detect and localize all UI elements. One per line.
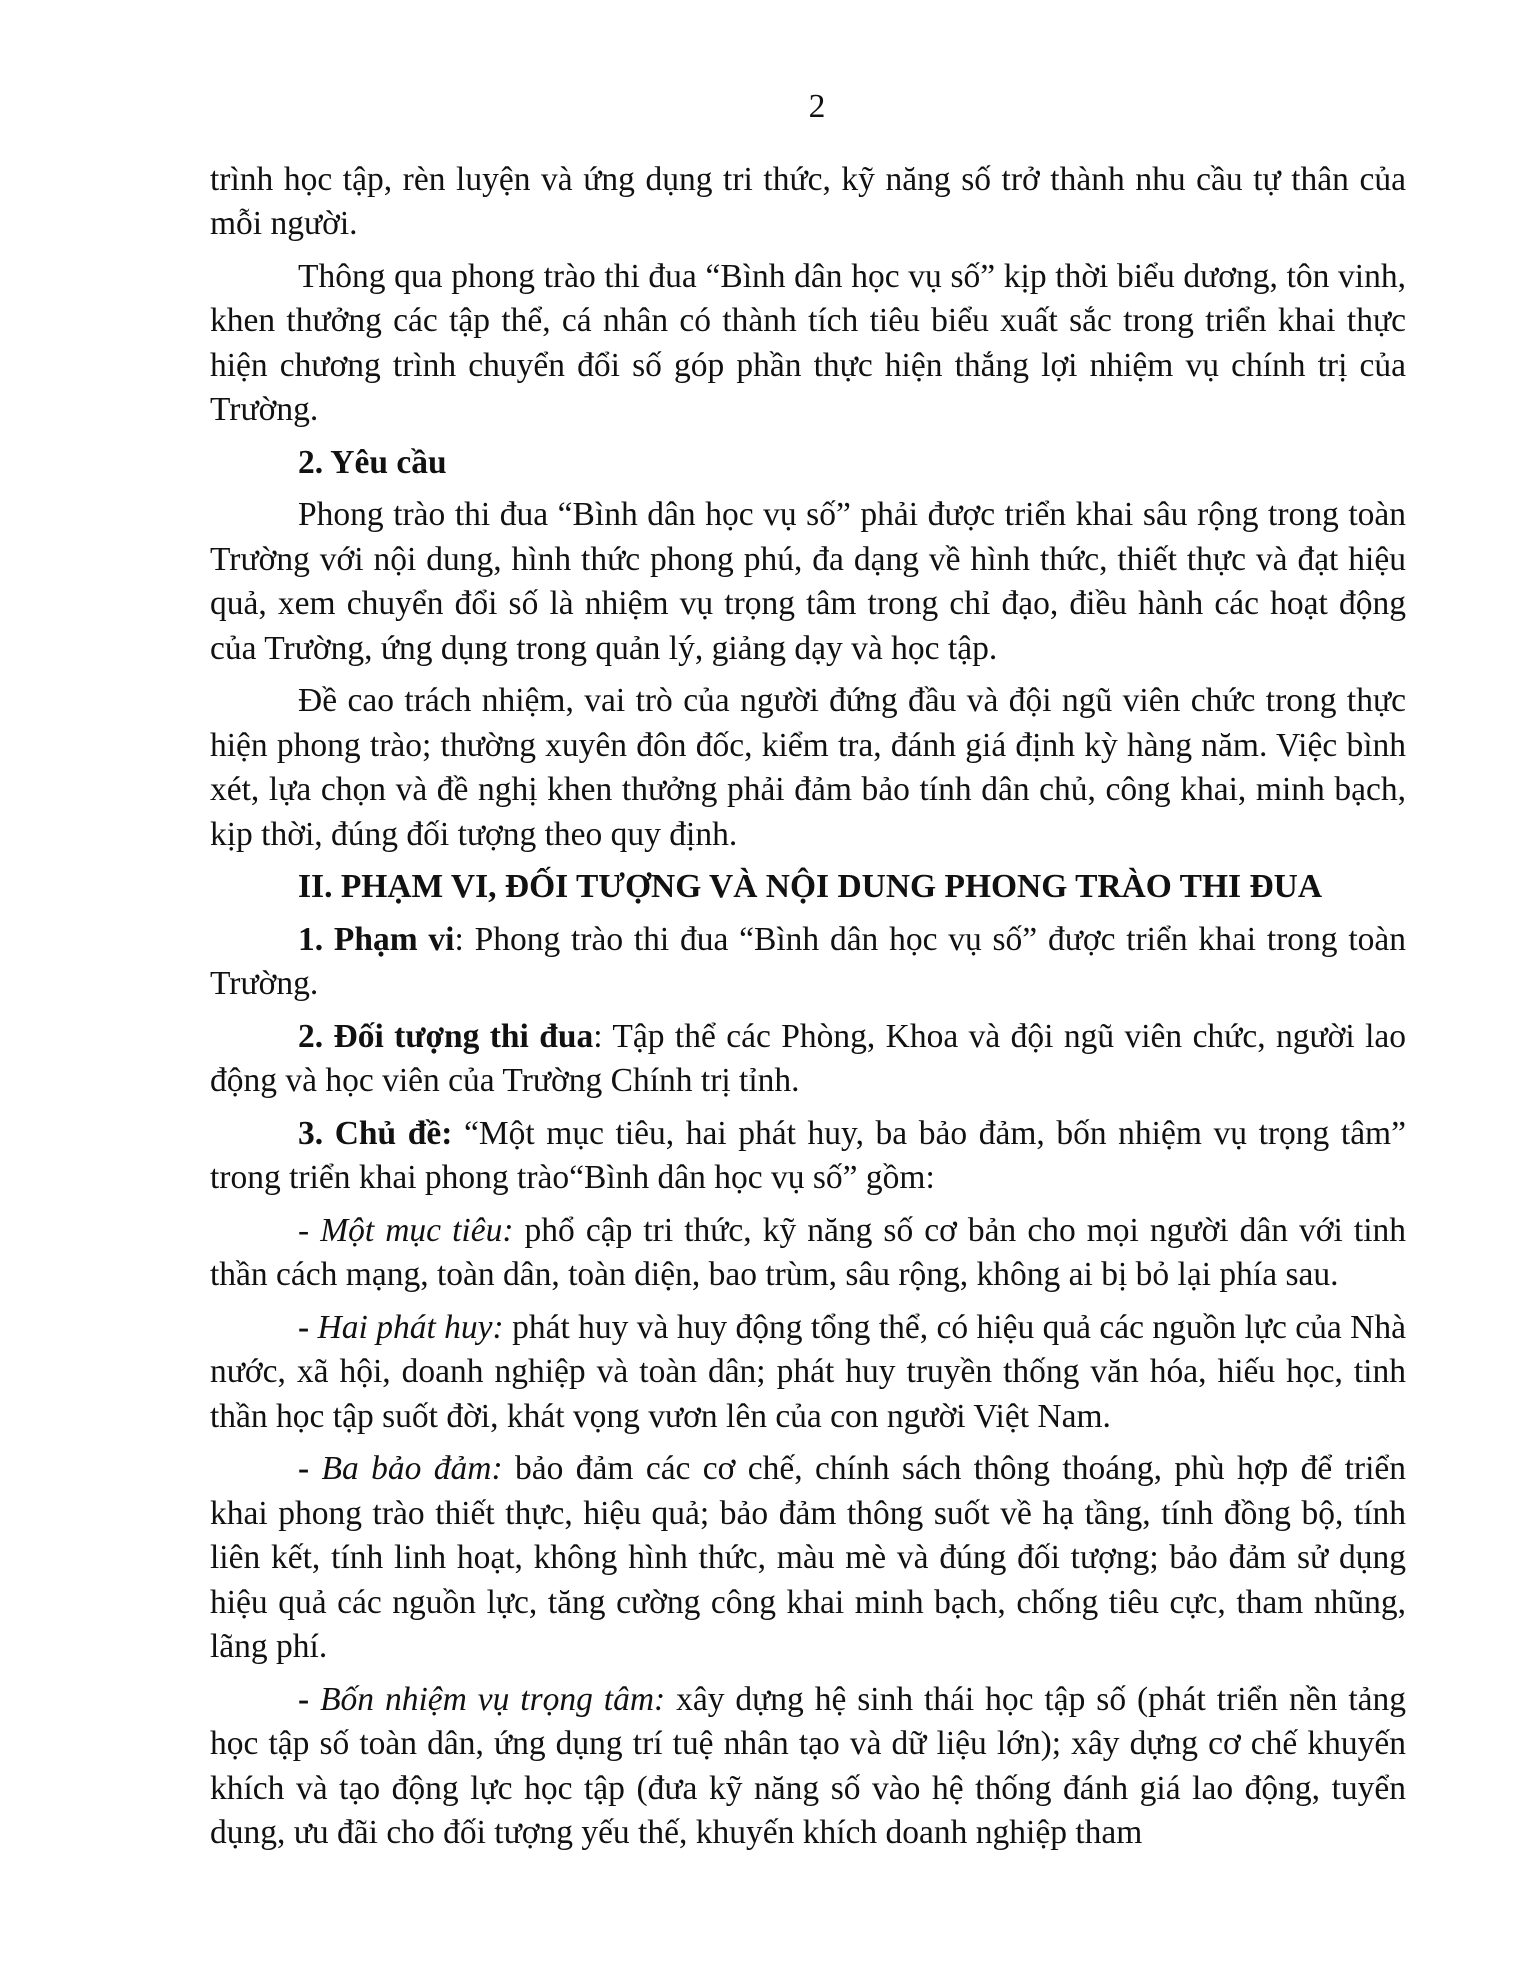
section-heading-scope: II. PHẠM VI, ĐỐI TƯỢNG VÀ NỘI DUNG PHONG TRÀO THI ĐUA — [298, 868, 1323, 905]
scope-label: 1. Phạm vi — [298, 920, 455, 958]
one-goal-text: phổ cập tri thức, kỹ năng số cơ bản cho mọi người dân với tinh thần cách mạng, toàn dân, toàn diện, bao trùm, sâu rộng, không ai bị bỏ lại phía sau. — [210, 1211, 1406, 1293]
paragraph-four-tasks — [210, 1678, 1406, 1856]
two-promotions-text: phát huy và huy động tổng thể, có hiệu quả các nguồn lực của Nhà nước, xã hội, doanh nghiệp và toàn dân; phát huy truyền thống văn hóa, hiếu học, tinh thần học tập suốt đời, khát vọng vươn lên của con người Việt Nam. — [210, 1308, 1406, 1435]
page-number: 2 — [808, 88, 826, 125]
three-assurances-dash: - — [298, 1450, 310, 1487]
four-tasks-dash: - — [298, 1680, 310, 1718]
three-assurances-text: bảo đảm các cơ chế, chính sách thông thoáng, phù hợp để triển khai phong trào thiết thực, hiệu quả; bảo đảm thông suốt về hạ tầng, tính đồng bộ, tính liên kết, tính linh hoạt, không hình thức, màu mè và đúng đối tượng; bảo đảm sử dụng hiệu quả các nguồn lực, tăng cường công khai minh bạch, chống tiêu cực, tham nhũng, lãng phí. — [210, 1450, 1406, 1665]
paragraph-target — [210, 1015, 1406, 1104]
paragraph-three-assurances — [210, 1447, 1406, 1670]
two-promotions-dash: - — [298, 1308, 310, 1346]
paragraph-scope — [210, 918, 1406, 1007]
paragraph-commendation: Thông qua phong trào thi đua “Bình dân học vụ số” kịp thời biểu dương, tôn vinh, khen thưởng các tập thể, cá nhân có thành tích tiêu biểu xuất sắc trong triển khai thực hiện chương trình chuyển đổi số góp phần thực hiện thắng lợi nhiệm vụ chính trị của Trường. — [210, 257, 1406, 428]
paragraph-continuation: trình học tập, rèn luyện và ứng dụng tri thức, kỹ năng số trở thành nhu cầu tự thân của mỗi người. — [210, 160, 1406, 242]
document-page — [210, 85, 1406, 1864]
three-assurances-label: Ba bảo đảm: — [309, 1450, 503, 1487]
target-label: 2. Đối tượng thi đua — [298, 1017, 594, 1055]
paragraph-requirements: Phong trào thi đua “Bình dân học vụ số” phải được triển khai sâu rộng trong toàn Trường với nội dung, hình thức phong phú, đa dạng về hình thức, thiết thực và đạt hiệu quả, xem chuyển đổi số là nhiệm vụ trọng tâm trong chỉ đạo, điều hành các hoạt động của Trường, ứng dụng trong quản lý, giảng dạy và học tập. — [210, 496, 1406, 667]
paragraph-responsibility: Đề cao trách nhiệm, vai trò của người đứng đầu và đội ngũ viên chức trong thực hiện phong trào; thường xuyên đôn đốc, kiểm tra, đánh giá định kỳ hàng năm. Việc bình xét, lựa chọn và đề nghị khen thưởng phải đảm bảo tính dân chủ, công khai, minh bạch, kịp thời, đúng đối tượng theo quy định. — [210, 682, 1406, 853]
scope-text: : Phong trào thi đua “Bình dân học vụ số” được triển khai trong toàn Trường. — [210, 920, 1406, 1002]
target-text: : Tập thể các Phòng, Khoa và đội ngũ viên chức, người lao động và học viên của Trường Chính trị tỉnh. — [210, 1017, 1406, 1099]
four-tasks-label: Bốn nhiệm vụ trọng tâm: — [309, 1680, 666, 1718]
four-tasks-text: xây dựng hệ sinh thái học tập số (phát triển nền tảng học tập số toàn dân, ứng dụng trí tuệ nhân tạo và dữ liệu lớn); xây dựng cơ chế khuyến khích và tạo động lực học tập (đưa kỹ năng số vào hệ thống đánh giá lao động, tuyển dụng, ưu đãi cho đối tượng yếu thế, khuyến khích doanh nghiệp tham — [210, 1680, 1406, 1851]
paragraph-theme — [210, 1112, 1406, 1201]
paragraph-one-goal — [210, 1209, 1406, 1298]
one-goal-label: - Một mục tiêu: — [298, 1211, 514, 1249]
paragraph-two-promotions — [210, 1306, 1406, 1440]
theme-text: “Một mục tiêu, hai phát huy, ba bảo đảm, bốn nhiệm vụ trọng tâm” trong triển khai phong trào“Bình dân học vụ số” gồm: — [210, 1114, 1406, 1196]
theme-label: 3. Chủ đề: — [298, 1114, 453, 1152]
heading-requirements: 2. Yêu cầu — [298, 443, 447, 481]
two-promotions-label: Hai phát huy: — [309, 1308, 504, 1346]
